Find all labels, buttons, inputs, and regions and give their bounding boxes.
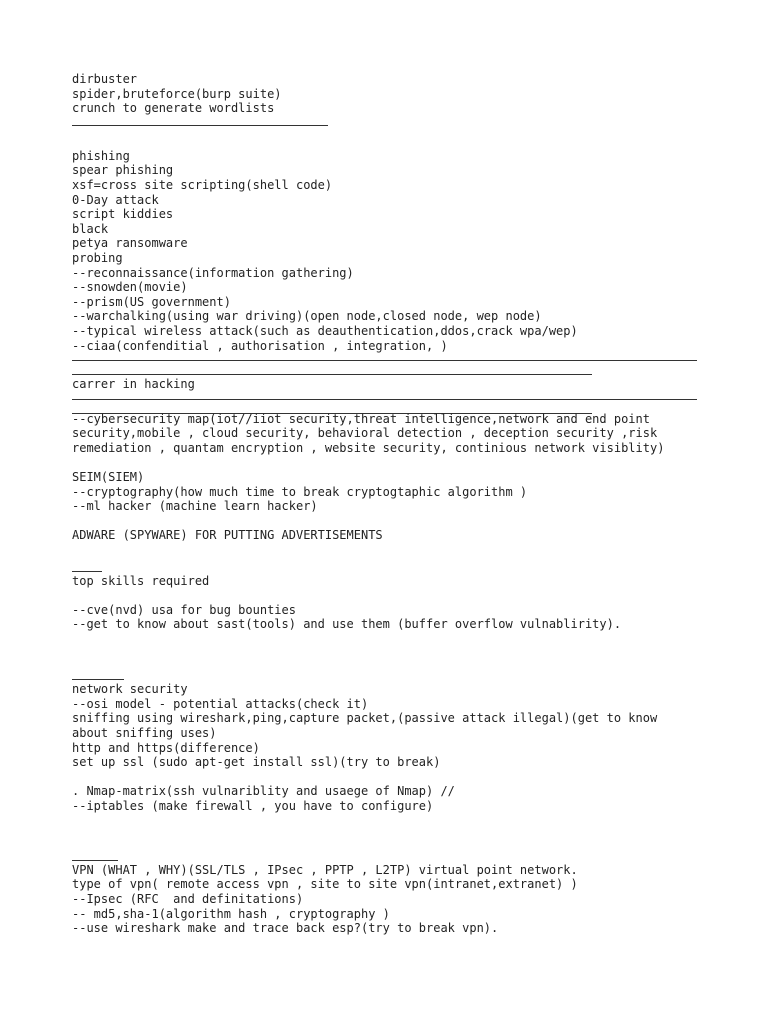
text-line: --snowden(movie): [72, 280, 188, 295]
text-line: VPN (WHAT , WHY)(SSL/TLS , IPsec , PPTP , L2TP) virtual point network.: [72, 862, 578, 877]
short-rule: [72, 860, 118, 861]
text-line: --warchalking(using war driving)(open node,closed node, wep node): [72, 309, 542, 324]
text-line: script kiddies: [72, 207, 174, 222]
text-line: --reconnaissance(information gathering): [72, 265, 354, 280]
short-rule: [72, 571, 102, 572]
text-line: [72, 770, 712, 785]
text-line: --ciaa(confenditial , authorisation , integration, ): [72, 338, 448, 353]
text-line: 0-Day attack: [72, 192, 159, 207]
text-line: [72, 588, 712, 603]
text-line: spider,bruteforce(burp suite): [72, 86, 282, 101]
text-line: --Ipsec (RFC and definitations): [72, 891, 304, 906]
text-line: http and https(difference): [72, 740, 260, 755]
divider-rule: [72, 360, 697, 361]
divider-rule: [72, 399, 697, 400]
text-line: --osi model - potential attacks(check it): [72, 696, 369, 711]
text-line: black: [72, 221, 109, 236]
text-line: --typical wireless attack(such as deauthentication,ddos,crack wpa/wep): [72, 323, 578, 338]
attacks-section: [72, 149, 712, 353]
text-line: remediation , quantam encryption , website security, continious network visiblity): [72, 440, 665, 455]
text-line: --ml hacker (machine learn hacker): [72, 499, 318, 514]
text-line: . Nmap-matrix(ssh vulnariblity and usaege of Nmap) //: [72, 784, 455, 799]
text-line: petya ransomware: [72, 236, 188, 251]
divider-rule: [72, 374, 592, 375]
text-line: spear phishing: [72, 163, 174, 178]
network-security-section: [72, 682, 712, 813]
divider-rule: [72, 125, 328, 126]
text-line: xsf=cross site scripting(shell code): [72, 177, 333, 192]
text-line: --use wireshark make and trace back esp?(try to break vpn).: [72, 921, 499, 936]
text-line: crunch to generate wordlists: [72, 101, 275, 116]
text-line: ADWARE (SPYWARE) FOR PUTTING ADVERTISEMENTS: [72, 528, 383, 543]
text-line: [72, 455, 712, 470]
text-line: network security: [72, 682, 188, 697]
text-line: set up ssl (sudo apt-get install ssl)(try to break): [72, 755, 441, 770]
text-line: --iptables (make firewall , you have to configure): [72, 798, 434, 813]
text-line: --get to know about sast(tools) and use them (buffer overflow vulnablirity).: [72, 617, 622, 632]
text-line: top skills required: [72, 573, 210, 588]
text-line: [72, 514, 712, 529]
text-line: security,mobile , cloud security, behavioral detection , deception security ,risk: [72, 426, 658, 441]
text-line: --cryptography(how much time to break cryptogtaphic algorithm ): [72, 484, 528, 499]
document-body: [72, 72, 712, 936]
text-line: --prism(US government): [72, 294, 231, 309]
text-line: --cve(nvd) usa for bug bounties: [72, 602, 296, 617]
text-line: dirbuster: [72, 72, 138, 86]
text-line: type of vpn( remote access vpn , site to site vpn(intranet,extranet) ): [72, 877, 578, 892]
text-line: -- md5,sha-1(algorithm hash , cryptography ): [72, 906, 390, 921]
cybersecurity-section: [72, 412, 712, 543]
text-line: sniffing using wireshark,ping,capture packet,(passive attack illegal)(get to know: [72, 711, 658, 726]
text-line: SEIM(SIEM): [72, 470, 145, 485]
text-line: about sniffing uses): [72, 725, 217, 740]
tools-section: [72, 72, 712, 116]
vpn-section: [72, 863, 712, 936]
section-heading: carrer in hacking: [72, 377, 195, 392]
text-line: phishing: [72, 148, 130, 163]
short-rule: [72, 679, 124, 680]
text-line: --cybersecurity map(iot//iiot security,threat intelligence,network and end point: [72, 411, 650, 426]
text-line: probing: [72, 250, 123, 265]
skills-section: [72, 574, 712, 632]
